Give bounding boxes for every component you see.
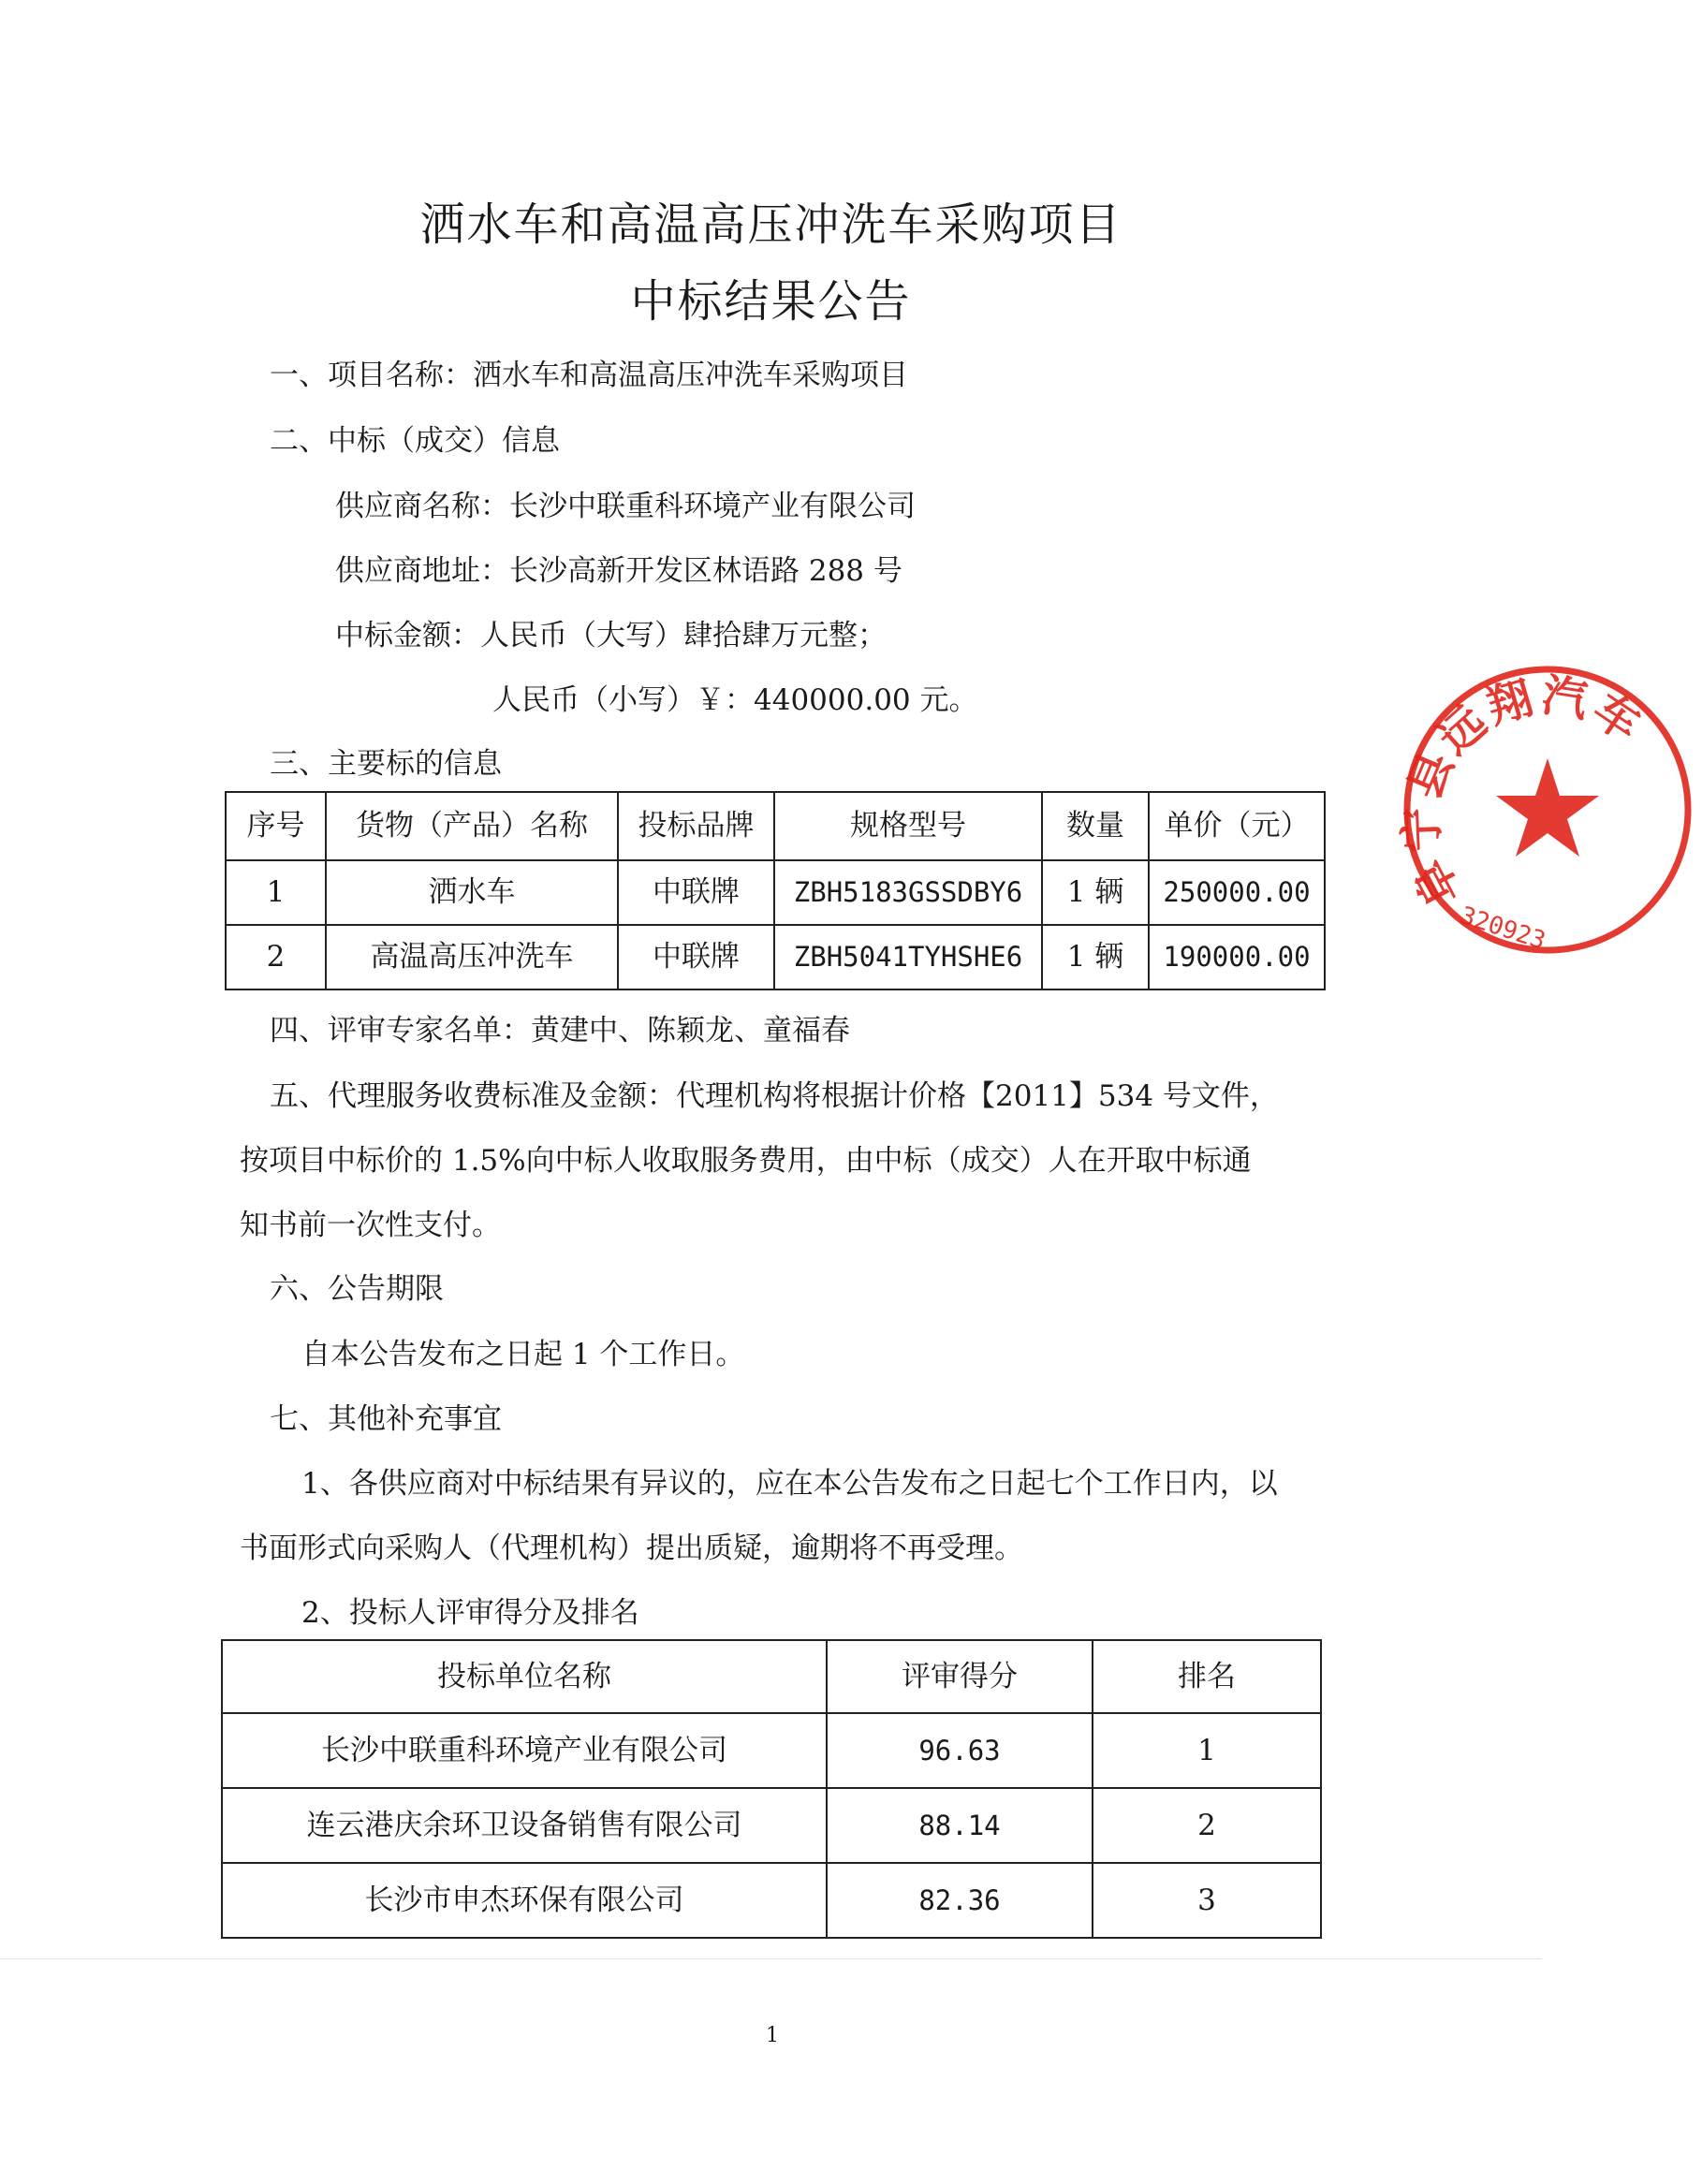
section-5-line3: 知书前一次性支付。	[240, 1209, 501, 1242]
table-cell: 190000.00	[1149, 925, 1325, 989]
table-cell: 88.14	[827, 1788, 1093, 1863]
svg-text:阜宁县远翔汽车	[1395, 669, 1652, 915]
table-row	[226, 860, 1325, 925]
section-4-experts: 四、评审专家名单：黄建中、陈颖龙、童福春	[270, 1014, 850, 1048]
doc-title-line2: 中标结果公告	[630, 275, 912, 328]
supplier-name: 供应商名称：长沙中联重科环境产业有限公司	[335, 490, 916, 523]
page-number: 1	[766, 2024, 779, 2047]
table-cell: 长沙市申杰环保有限公司	[222, 1863, 827, 1938]
section-6-body: 自本公告发布之日起 1 个工作日。	[301, 1338, 745, 1371]
table-cell: 1	[1093, 1713, 1321, 1788]
seal-code: 320923	[1456, 901, 1549, 956]
table-cell: 3	[1093, 1863, 1321, 1938]
doc-title-line1: 洒水车和高温高压冲洗车采购项目	[419, 198, 1122, 251]
table-cell: 长沙中联重科环境产业有限公司	[222, 1713, 827, 1788]
table-cell: 1 辆	[1042, 925, 1149, 989]
table-cell: 2	[226, 925, 326, 989]
table-cell: 250000.00	[1149, 860, 1325, 925]
table-row	[222, 1713, 1321, 1788]
header-cell: 排名	[1093, 1640, 1321, 1713]
score-table-header	[222, 1640, 1321, 1713]
header-cell: 货物（产品）名称	[326, 792, 618, 860]
seal-text: 阜宁县远翔汽车	[1395, 668, 1653, 916]
bid-amount-lower: 人民币（小写）￥：440000.00 元。	[492, 683, 978, 717]
section-2-heading: 二、中标（成交）信息	[270, 424, 560, 458]
items-table	[225, 791, 1326, 990]
section-5-line1: 五、代理服务收费标准及金额：代理机构将根据计价格【2011】534 号文件，	[270, 1079, 1279, 1113]
section-7-item1-line1: 1、各供应商对中标结果有异议的，应在本公告发布之日起七个工作日内，以	[301, 1467, 1278, 1501]
table-cell: 1	[226, 860, 326, 925]
table-cell: ZBH5041TYHSHE6	[774, 925, 1042, 989]
table-cell: 2	[1093, 1788, 1321, 1863]
section-7-item1-line2: 书面形式向采购人（代理机构）提出质疑，逾期将不再受理。	[240, 1532, 1023, 1565]
table-cell: ZBH5183GSSDBY6	[774, 860, 1042, 925]
table-cell: 中联牌	[618, 860, 774, 925]
score-table	[221, 1639, 1322, 1939]
table-cell: 洒水车	[326, 860, 618, 925]
seal-star-icon	[1496, 758, 1599, 857]
table-cell: 82.36	[827, 1863, 1093, 1938]
header-cell: 投标品牌	[618, 792, 774, 860]
table-row	[222, 1788, 1321, 1863]
section-7-heading: 七、其他补充事宜	[270, 1402, 502, 1436]
table-cell: 连云港庆余环卫设备销售有限公司	[222, 1788, 827, 1863]
table-cell: 中联牌	[618, 925, 774, 989]
table-cell: 高温高压冲洗车	[326, 925, 618, 989]
table-row	[222, 1863, 1321, 1938]
table-cell: 1 辆	[1042, 860, 1149, 925]
items-table-header	[226, 792, 1325, 860]
header-cell: 评审得分	[827, 1640, 1093, 1713]
bid-amount-upper: 中标金额：人民币（大写）肆拾肆万元整；	[335, 619, 887, 652]
section-3-heading: 三、主要标的信息	[270, 747, 502, 781]
section-6-heading: 六、公告期限	[270, 1272, 444, 1306]
section-7-item2: 2、投标人评审得分及排名	[301, 1596, 639, 1630]
header-cell: 序号	[226, 792, 326, 860]
supplier-address: 供应商地址：长沙高新开发区林语路 288 号	[335, 554, 902, 588]
header-cell: 投标单位名称	[222, 1640, 827, 1713]
footer-divider	[0, 1958, 1542, 1959]
header-cell: 数量	[1042, 792, 1149, 860]
official-seal-stamp	[1393, 655, 1702, 964]
table-cell: 96.63	[827, 1713, 1093, 1788]
table-row	[226, 925, 1325, 989]
section-1-project-name: 一、项目名称：洒水车和高温高压冲洗车采购项目	[270, 359, 908, 392]
header-cell: 单价（元）	[1149, 792, 1325, 860]
header-cell: 规格型号	[774, 792, 1042, 860]
section-5-line2: 按项目中标价的 1.5%向中标人收取服务费用，由中标（成交）人在开取中标通	[240, 1144, 1252, 1178]
